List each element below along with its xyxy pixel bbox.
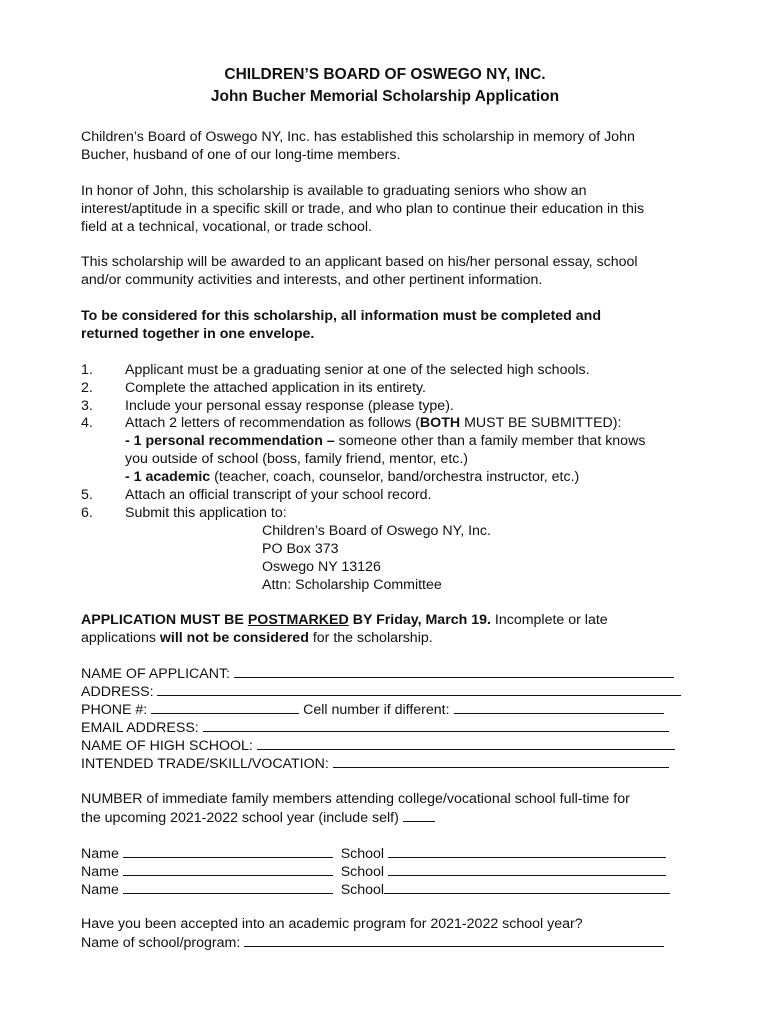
instruction-2: 2. Complete the attached application in its entirety. [81,380,426,396]
family-name-field[interactable] [123,880,333,894]
intro-p1-line1: Children’s Board of Oswego NY, Inc. has established this scholarship in memory of John [81,129,635,145]
instruction-5: 5. Attach an official transcript of your school record. [81,487,432,503]
deadline-line2: applications will not be considered for the scholarship. [81,630,433,646]
instruction-4a: - 1 personal recommendation – someone other than a family member that knows [125,433,646,449]
deadline-line1: APPLICATION MUST BE POSTMARKED BY Friday, March 19. Incomplete or late [81,612,608,628]
phone-field[interactable] [151,700,299,714]
intro-p1-line2: Bucher, husband of one of our long-time members. [81,147,401,163]
instruction-4a-line2: you outside of school (boss, family friend, mentor, etc.) [125,451,469,467]
family-count-field[interactable] [403,808,435,822]
intro-p3-line2: and/or community activities and interests, and other pertinent information. [81,272,543,288]
trade-field[interactable] [333,754,669,768]
org-title: CHILDREN’S BOARD OF OSWEGO NY, INC. [224,66,546,83]
family-row-1: Name School [81,844,666,863]
family-question-line2: the upcoming 2021-2022 school year (include self) [81,808,435,827]
instruction-6: 6. Submit this application to: [81,505,287,521]
form-title: John Bucher Memorial Scholarship Application [210,88,560,105]
address-field[interactable] [157,682,681,696]
family-name-field[interactable] [123,862,333,876]
mail-address-line4: Attn: Scholarship Committee [262,577,442,593]
phone-row: PHONE #: Cell number if different: [81,700,664,719]
family-school-field[interactable] [384,880,670,894]
mail-address-line2: PO Box 373 [262,541,339,557]
intro-p2-line1: In honor of John, this scholarship is available to graduating seniors who show an [81,183,587,199]
program-question: Have you been accepted into an academic program for 2021-2022 school year? [81,916,583,932]
email-field[interactable] [203,718,669,732]
instruction-4: 4. Attach 2 letters of recommendation as follows (BOTH MUST BE SUBMITTED): [81,415,622,431]
family-school-field[interactable] [388,844,666,858]
requirement-line1: To be considered for this scholarship, all information must be completed and [81,308,602,324]
email-row: EMAIL ADDRESS: [81,718,669,737]
requirement-line2: returned together in one envelope. [81,326,315,342]
trade-row: INTENDED TRADE/SKILL/VOCATION: [81,754,669,773]
mail-address-line1: Children’s Board of Oswego NY, Inc. [262,523,491,539]
high-school-field[interactable] [257,736,675,750]
intro-p2-line3: field at a technical, vocational, or trade school. [81,219,373,235]
applicant-name-row: NAME OF APPLICANT: [81,664,674,683]
intro-p2-line2: interest/aptitude in a specific skill or trade, and who plan to continue their education in this [81,201,645,217]
instruction-3: 3. Include your personal essay response (please type). [81,398,454,414]
cell-field[interactable] [454,700,664,714]
program-field[interactable] [244,933,664,947]
instruction-4b: - 1 academic (teacher, coach, counselor, band/orchestra instructor, etc.) [125,469,580,485]
mail-address-line3: Oswego NY 13126 [262,559,381,575]
high-school-row: NAME OF HIGH SCHOOL: [81,736,675,755]
family-row-3: Name School [81,880,670,899]
family-row-2: Name School [81,862,666,881]
family-name-field[interactable] [123,844,333,858]
program-row: Name of school/program: [81,933,664,952]
intro-p3-line1: This scholarship will be awarded to an applicant based on his/her personal essay, school [81,254,638,270]
applicant-name-field[interactable] [234,664,674,678]
address-row: ADDRESS: [81,682,681,701]
family-school-field[interactable] [388,862,666,876]
instruction-1: 1. Applicant must be a graduating senior at one of the selected high schools. [81,362,590,378]
family-question-line1: NUMBER of immediate family members attending college/vocational school full-time for [81,791,630,807]
